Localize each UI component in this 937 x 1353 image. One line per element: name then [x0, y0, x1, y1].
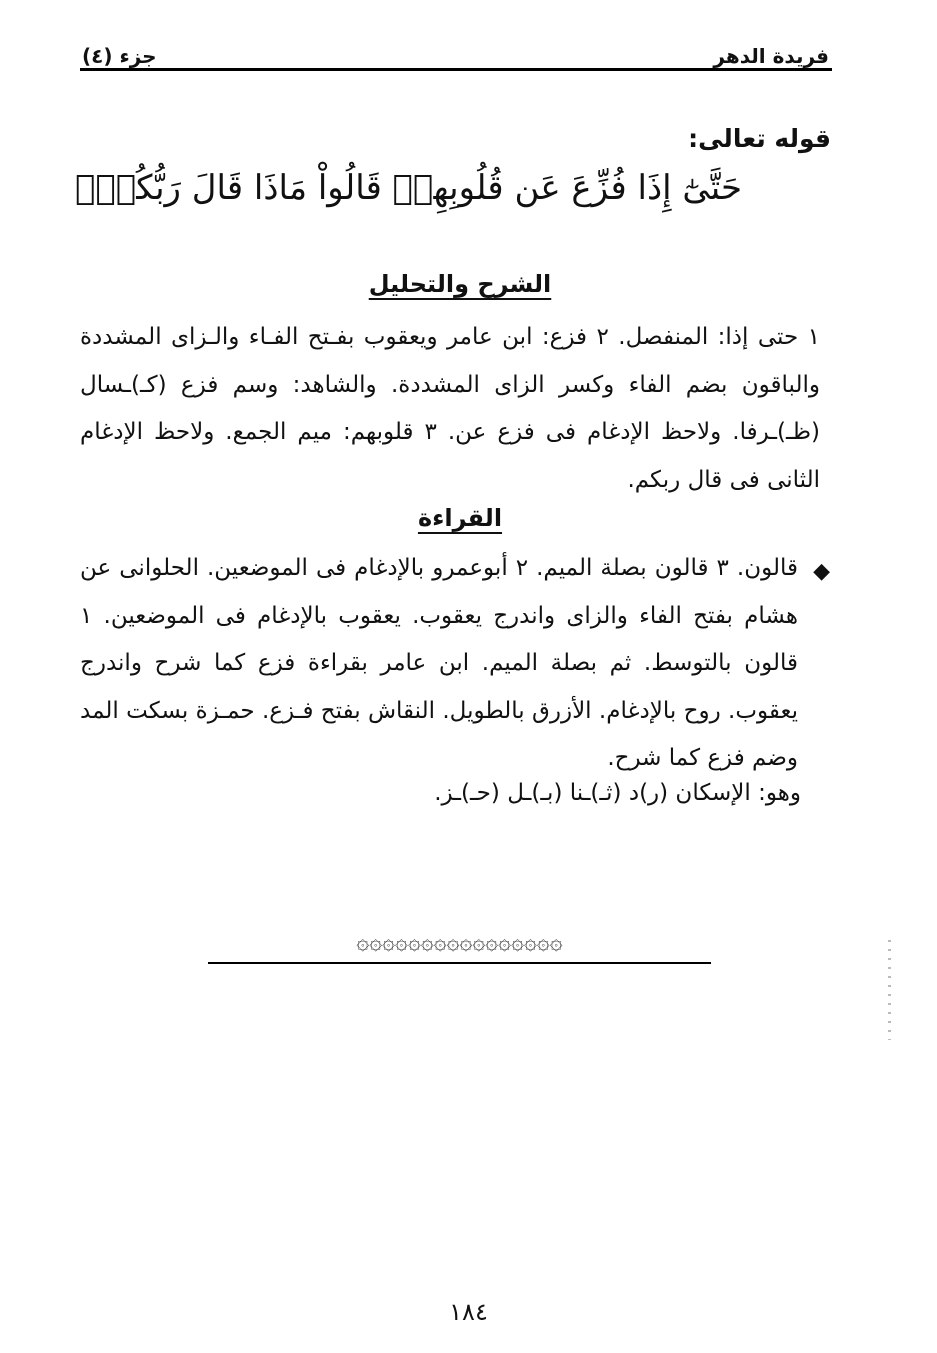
margin-scan-marks — [888, 940, 891, 1040]
explanation-paragraph: ١ حتى إذا: المنفصل. ٢ فزع: ابن عامر ويعقوب بفـتح الفـاء والـزاى المشددة والباقون بضم الفاء وكسر الزاى المشددة. والشاهد: وسم فزع (كـ)ـسال (ظـ)ـرفا. ولاحظ الإدغام فى فزع عن. ٣ قلوبهم: ميم الجمع. ولاحظ الإدغام الثانى فى قال ربكم. — [80, 324, 820, 493]
readings-paragraph: قالون. ٣ قالون بصلة الميم. ٢ أبوعمرو بالإدغام فى الموضعين. الحلوانى عن هشام بفتح الفاء والزاى واندرج يعقوب. يعقوب بالإدغام فى الموضعين. ١ قالون بالتوسط. ثم بصلة الميم. ابن عامر بقراءة فزع كما شرح واندرج يعقوب. روح بالإدغام. الأزرق بالطويل. النقاش بفتح فـزع. حمـزة بسكت المد وضم فزع كما شرح. — [80, 555, 798, 771]
diamond-bullet-icon: ◆ — [813, 559, 830, 584]
running-header-volume: جزء (٤) — [82, 44, 157, 68]
page-number: ١٨٤ — [449, 1298, 488, 1326]
running-header-title: فريدة الدهر — [713, 44, 829, 68]
section-title-readings: القراءة — [417, 504, 503, 532]
readings-final-line: وهو: الإسكان (ر)د (ثـ)ـنا (بـ)ـل (حـ)ـز. — [434, 780, 801, 806]
section-title-explanation: الشرح والتحليل — [368, 270, 552, 298]
ornament-divider-icon: ۞۞۞۞۞۞۞۞۞۞۞۞۞۞۞۞ — [356, 930, 563, 955]
quran-verse: حَتَّىٰٓ إِذَا فُزِّعَ عَن قُلُوبِهِمۡ قَالُواْ مَاذَا قَالَ رَبُّكُمۡۖ — [75, 168, 742, 208]
ornament-rule — [208, 962, 711, 964]
verse-intro: قوله تعالى: — [688, 124, 831, 153]
header-rule — [80, 68, 832, 71]
